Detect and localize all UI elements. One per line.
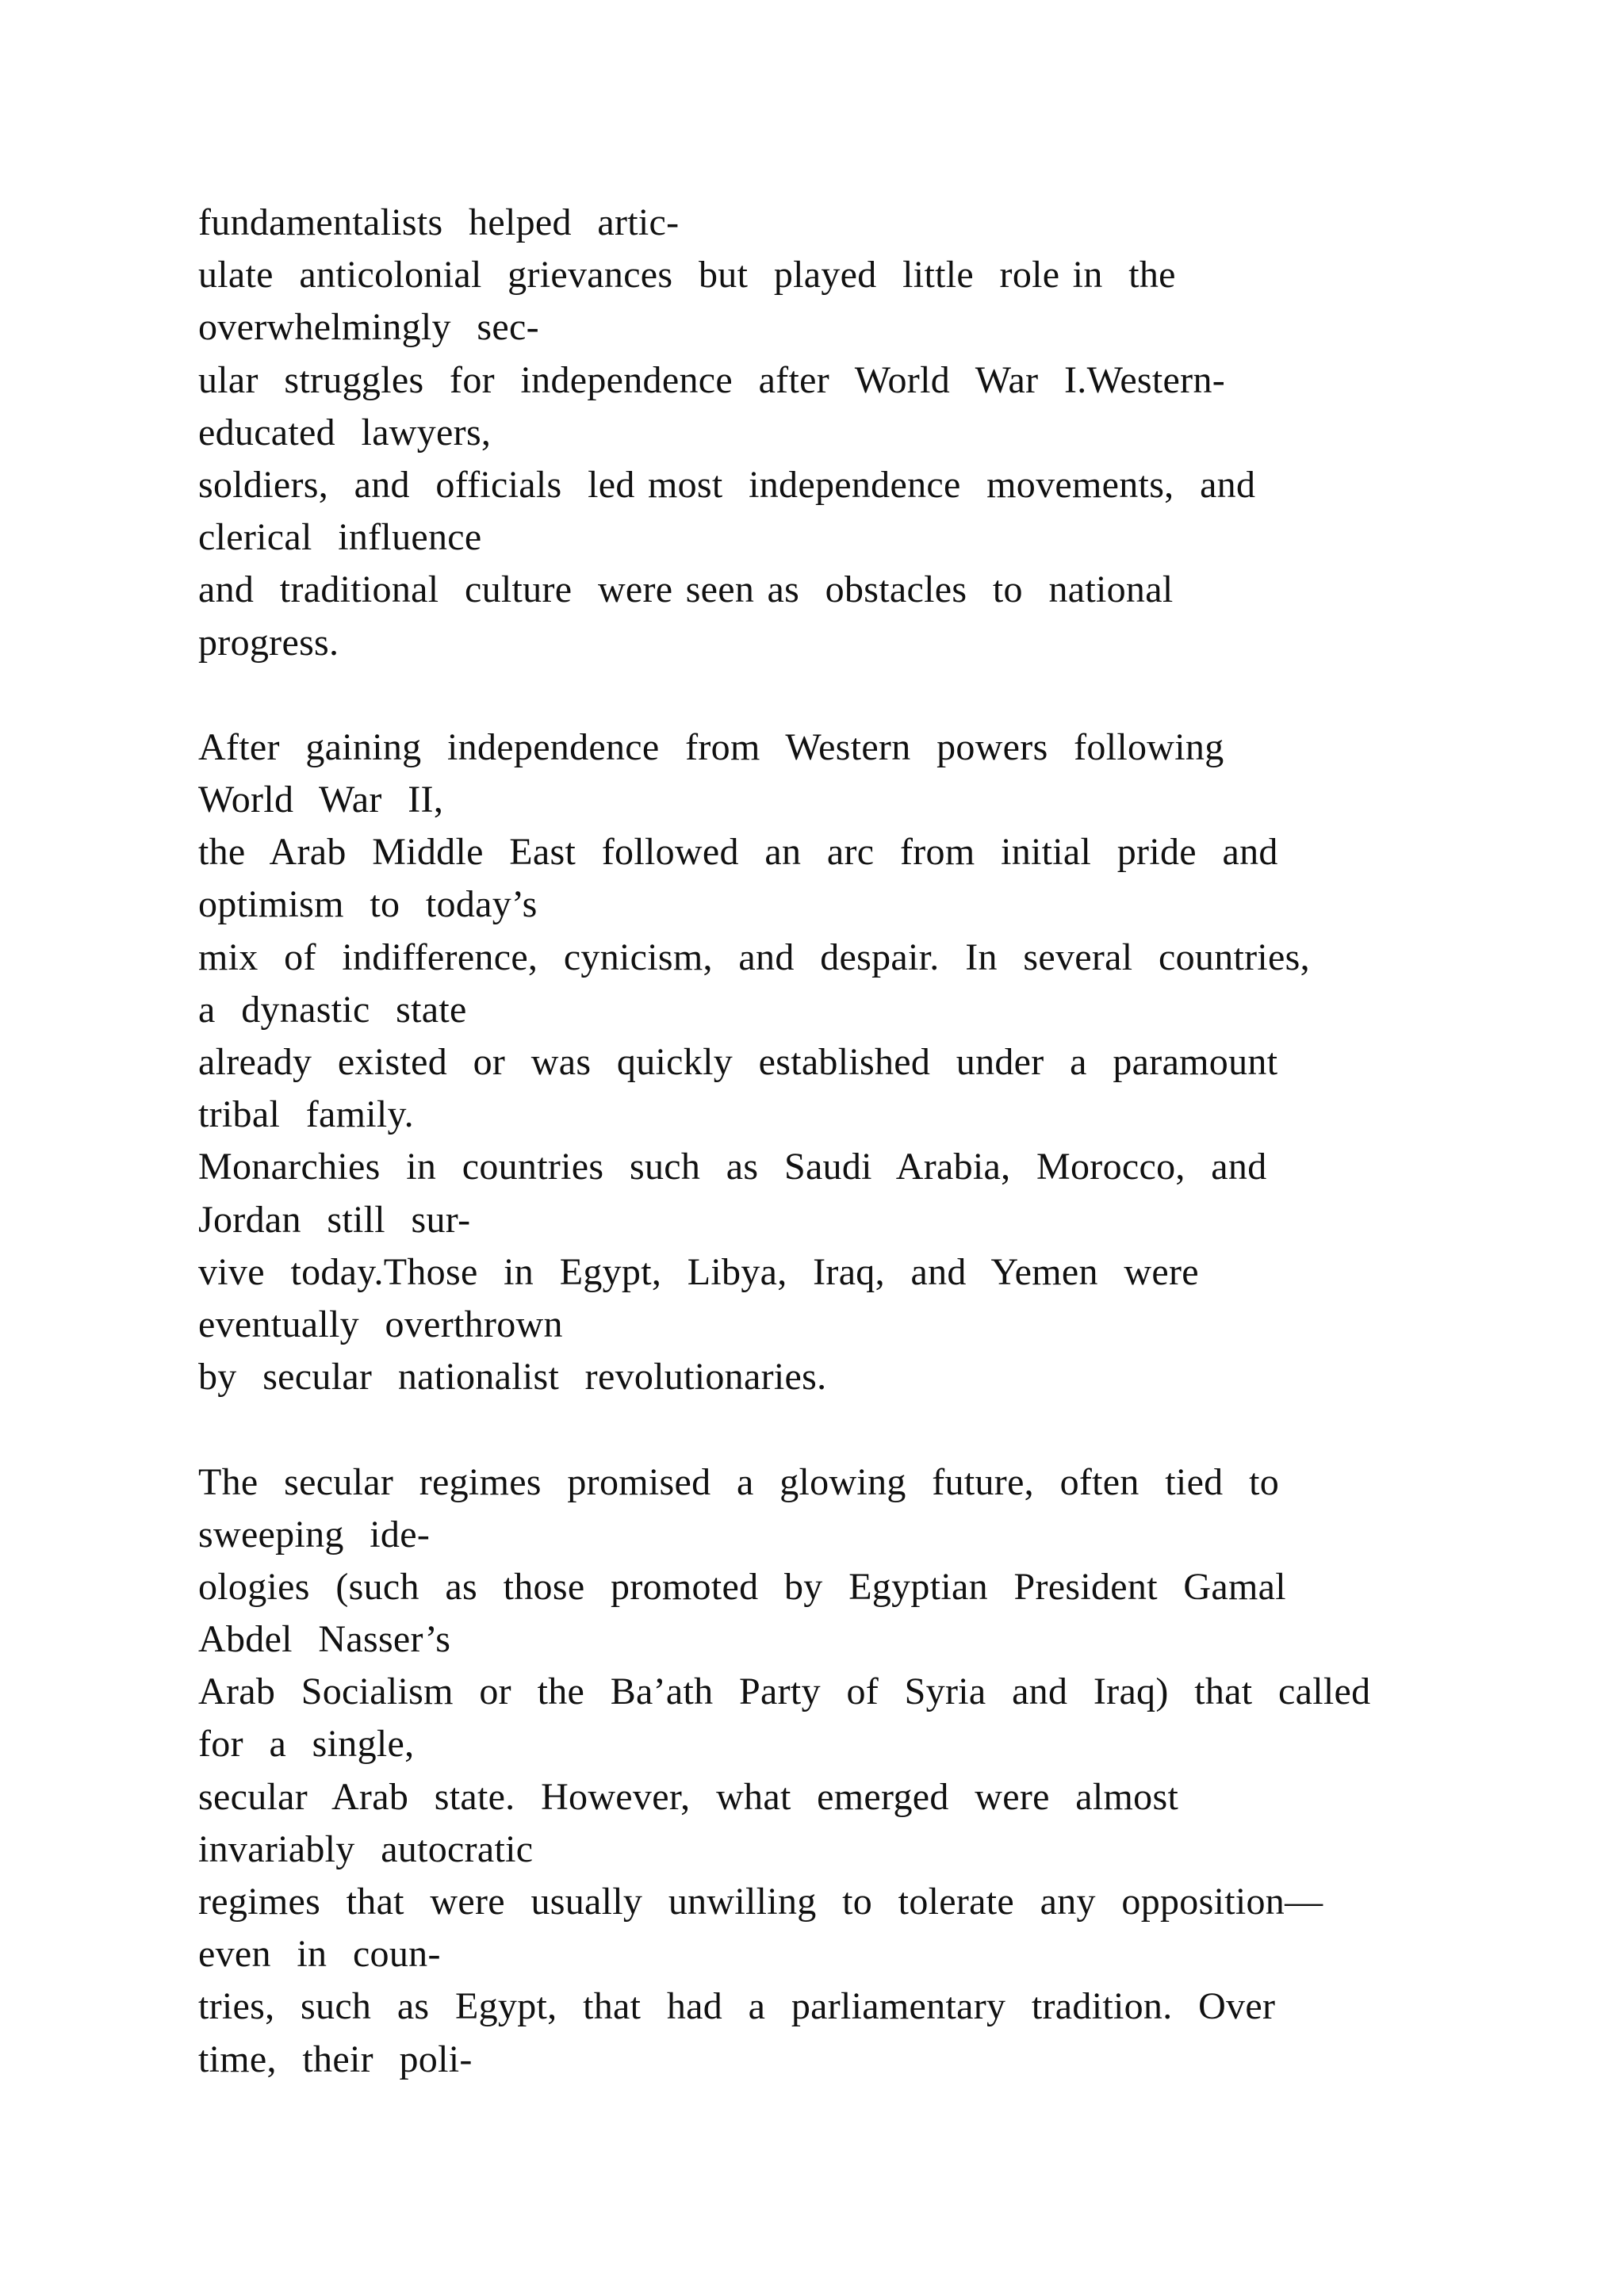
text-line: educated lawyers, — [198, 411, 492, 453]
text-line: vive today.Those in Egypt, Libya, Iraq, and Yemen were — [198, 1250, 1199, 1293]
text-line: already existed or was quickly established under a paramount — [198, 1041, 1278, 1083]
text-line: After gaining independence from Western powers following — [198, 725, 1224, 768]
text-line: fundamentalists helped artic- — [198, 201, 680, 243]
text-line: mix of indifference, cynicism, and despair. In several countries, — [198, 936, 1310, 978]
paragraph-gap — [198, 1403, 1546, 1456]
paragraph-1 — [198, 197, 1546, 669]
text-line: the Arab Middle East followed an arc from initial pride and — [198, 831, 1278, 874]
text-line: Abdel Nasser’s — [198, 1618, 451, 1661]
text-line: time, their poli- — [198, 2038, 473, 2080]
text-line: progress. — [198, 621, 339, 664]
text-line: tribal family. — [198, 1093, 414, 1136]
text-line: Monarchies in countries such as Saudi Arabia, Morocco, and — [198, 1146, 1267, 1188]
text-line: ulate anticolonial grievances but played little role in the — [198, 254, 1176, 297]
text-line: secular Arab state. However, what emerged were almost — [198, 1775, 1179, 1818]
text-line: and traditional culture were seen as obstacles to national — [198, 568, 1174, 611]
text-line: ular struggles for independence after World War I.Western- — [198, 358, 1226, 401]
text-line: optimism to today’s — [198, 883, 538, 926]
text-line: soldiers, and officials led most independence movements, and — [198, 463, 1256, 506]
text-line: invariably autocratic — [198, 1827, 534, 1870]
paragraph-2 — [198, 721, 1546, 1403]
text-line: by secular nationalist revolutionaries. — [198, 1356, 827, 1399]
text-line: The secular regimes promised a glowing future, often tied to — [198, 1460, 1280, 1503]
text-line: clerical influence — [198, 516, 482, 559]
text-line: ologies (such as those promoted by Egyptian President Gamal — [198, 1565, 1286, 1608]
text-line: a dynastic state — [198, 988, 467, 1031]
paragraph-gap — [198, 669, 1546, 721]
text-line: sweeping ide- — [198, 1513, 431, 1556]
text-line: World War II, — [198, 779, 444, 821]
text-line: overwhelmingly sec- — [198, 306, 539, 349]
text-line: Jordan still sur- — [198, 1198, 471, 1241]
text-line: Arab Socialism or the Ba’ath Party of Syria and Iraq) that called — [198, 1670, 1371, 1713]
text-line: eventually overthrown — [198, 1303, 563, 1345]
body-text — [198, 197, 1546, 2086]
text-line: for a single, — [198, 1723, 415, 1766]
paragraph-3 — [198, 1456, 1546, 2086]
text-line: tries, such as Egypt, that had a parliamentary tradition. Over — [198, 1985, 1276, 2028]
text-line: regimes that were usually unwilling to tolerate any opposition— — [198, 1881, 1323, 1923]
text-line: even in coun- — [198, 1933, 441, 1976]
